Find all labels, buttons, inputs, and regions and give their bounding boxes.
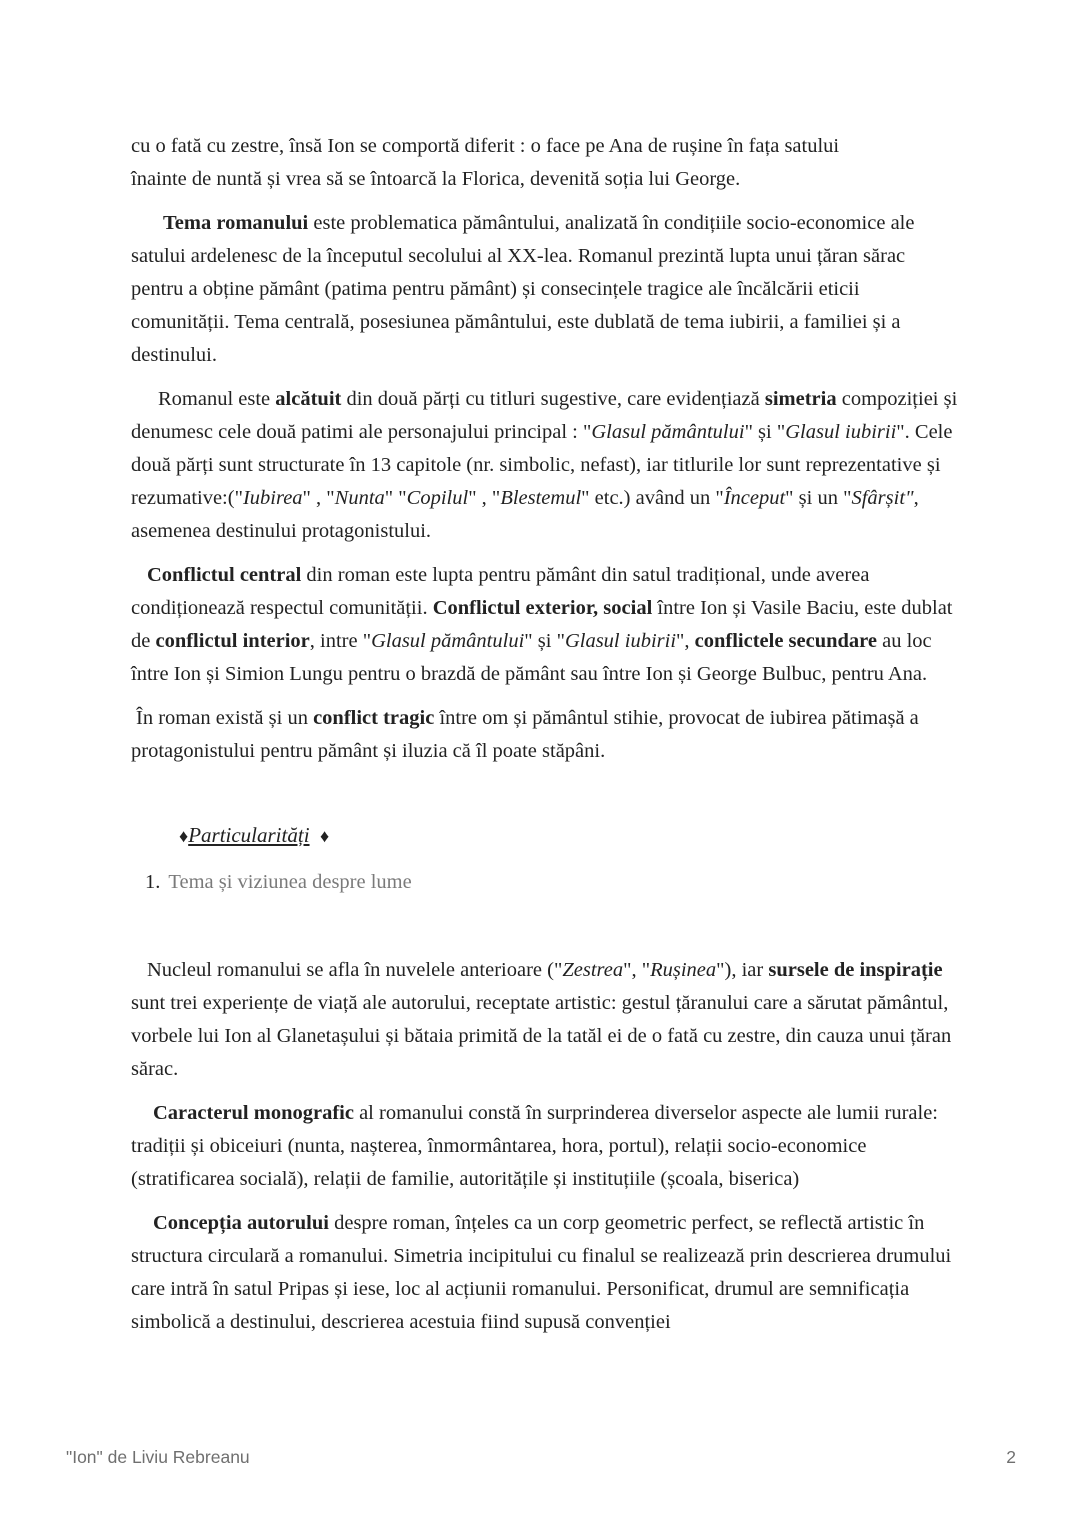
paragraph-continuation [131,130,961,196]
text-run: " și un " [785,487,852,509]
text-run: al romanului constă în surprinderea diverselor aspecte ale lumii rurale: tradiții și obiceiuri (nunta, nașterea, înmormântarea, hora, portul), relații socio-economice (stratificarea socială), relații de familie, autoritățile și instituțiile (școala, biserica) [131,1102,938,1190]
paragraph-monografic [131,1097,961,1196]
text-run: ". Cele două părți sunt structurate în 13 capitole (nr. simbolic, nefast), iar titlurile lor sunt reprezentative și rezumative:(" [131,421,953,509]
italic-title: Glasul iubirii [564,630,677,652]
text-run: au loc între Ion și Simion Lungu pentru o brazdă de pământ sau între Ion și George Bulbuc, pentru Ana. [131,630,932,685]
diamond-icon: ♦ [179,826,189,846]
text-run: sunt trei experiențe de viață ale autorului, receptate artistic: gestul țăranului care a sărutat pământul, vorbele lui Ion al Glanetașului și bătaia primită de la tatăl ei de o fată cu zestre, din cauza unui țăran sărac. [131,992,952,1080]
text-run: ", [676,630,695,652]
text-run: despre roman, înțeles ca un corp geometric perfect, se reflectă artistic în structura circulară a romanului. Simetria incipitului cu finalul se realizează prin descrierea drumului care intră în satul Pripas și iese, loc al acțiunii romanului. Personificat, drumul are semnificația simbolică a destinului, descrierea acestuia fiind supusă convenției [131,1212,952,1333]
bold-term: conflictul interior [155,630,310,652]
section-heading [131,820,961,851]
bold-term: alcătuit [275,388,342,410]
bold-term: Conflictul exterior, social [432,597,653,619]
text-run: " etc.) având un " [581,487,724,509]
section-title: Particularități [188,823,310,847]
italic-title: Copilul [406,487,469,509]
bold-term: Tema romanului [163,212,309,234]
paragraph-tema [131,207,961,372]
italic-title: Zestrea [562,959,624,981]
diamond-icon: ♦ [320,826,330,846]
text-run: Nucleul romanului se afla în nuvelele anterioare (" [147,959,563,981]
italic-title: Glasul pământului [591,421,745,443]
paragraph-compozitie [131,383,961,548]
text-run: , asemenea destinului protagonistului. [131,487,919,542]
text-line: cu o fată cu zestre, însă Ion se comportă diferit : o face pe Ana de rușine în fața satului [131,135,840,157]
text-run: , intre " [309,630,372,652]
bold-term: conflict tragic [313,707,435,729]
italic-title: Nunta [334,487,385,509]
bold-term: Caracterul monografic [153,1102,354,1124]
text-run: din două părți cu titluri sugestive, care evidențiază [341,388,765,410]
bold-term: Concepția autorului [153,1212,329,1234]
bold-term: simetria [764,388,837,410]
paragraph-conceptie [131,1207,961,1339]
numbered-list-item [131,867,961,897]
italic-title: Iubirea [242,487,303,509]
text-run: compoziției și denumesc cele două patimi ale personajului principal : " [131,388,958,443]
bold-term: conflictele secundare [694,630,878,652]
italic-title: Rușinea [650,959,717,981]
list-item-label: Tema și viziunea despre lume [168,871,412,893]
paragraph-conflict [131,559,961,691]
text-run: Romanul este [158,388,276,410]
text-run: " și " [744,421,786,443]
text-run: între Ion și Vasile Baciu, este dublat de [131,597,953,652]
text-run: În roman există și un [136,707,314,729]
italic-title: Sfârșit" [851,487,914,509]
list-number: 1. [145,871,161,893]
text-run: " " [384,487,407,509]
italic-title: Blestemul [500,487,582,509]
text-run: " și " [524,630,565,652]
text-run: "), iar [716,959,769,981]
text-run: " , " [468,487,501,509]
paragraph-nucleu [131,954,961,1086]
page-number: 2 [1006,1447,1016,1467]
italic-title: Glasul pământului [371,630,525,652]
text-line: înainte de nuntă și vrea să se întoarcă la Florica, devenită soția lui George. [131,168,741,190]
paragraph-conflict-tragic [131,702,961,768]
text-run: din roman este lupta pentru pământ din satul tradițional, unde averea condiționează respectul comunității. [131,564,870,619]
italic-title: Început [723,487,786,509]
text-run: ", " [623,959,651,981]
text-run: este problematica pământului, analizată în condițiile socio-economice ale satului ardelenesc de la începutul secolului al XX-lea. Romanul prezintă lupta unui țăran sărac pentru a obține pământ (patima pentru pământ) și consecințele tragice ale încălcării eticii comunității. Tema centrală, posesiunea pământului, este dublată de tema iubirii, a familiei și a destinului. [131,212,915,366]
italic-title: Glasul iubirii [785,421,897,443]
bold-term: sursele de inspirație [768,959,943,981]
document-body [131,130,961,1350]
bold-term: Conflictul central [147,564,302,586]
footer-document-title: "Ion" de Liviu Rebreanu [66,1447,250,1467]
text-run: " , " [302,487,335,509]
text-run: între om și pământul stihie, provocat de iubirea pătimașă a protagonistului pentru pământ și iluzia că îl poate stăpâni. [131,707,919,762]
